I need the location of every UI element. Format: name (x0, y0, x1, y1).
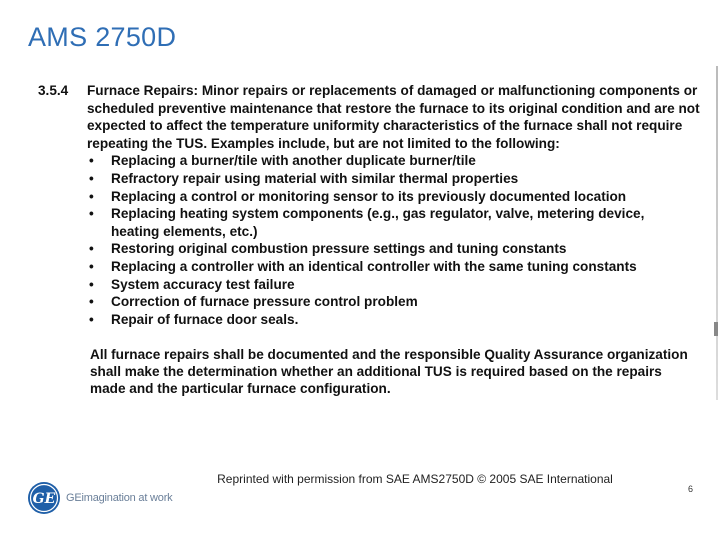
page-number: 6 (688, 484, 694, 494)
bullet-icon: • (89, 153, 94, 169)
logo-text: GE (32, 491, 56, 507)
examples-list (87, 152, 707, 328)
bullet-icon: • (89, 206, 94, 222)
list-item: • Replacing a controller with an identical controller with the same tuning constants (89, 258, 637, 274)
list-item: • Restoring original combustion pressure settings and tuning constants (89, 241, 567, 257)
bullet-icon: • (89, 276, 94, 292)
list-item: • Refractory repair using material with similar thermal properties (89, 170, 519, 186)
reprint-notice: Reprinted with permission from SAE AMS2750D © 2005 SAE International (217, 472, 613, 486)
closing-line: shall make the determination whether an additional TUS is required based on the repairs (90, 364, 662, 379)
list-item: • Repair of furnace door seals. (89, 311, 299, 327)
bullet-icon: • (89, 241, 94, 257)
network-label: GEimagination at work (66, 492, 173, 504)
paragraph-line: expected to affect the temperature uniformity characteristics of the furnace shall not require (87, 118, 683, 134)
closing-paragraph (90, 346, 702, 397)
bullet-icon: • (89, 311, 94, 327)
list-item: • Replacing a control or monitoring sensor to its previously documented location (89, 188, 627, 204)
section-number: 3.5.4 (38, 83, 69, 98)
list-item: • Correction of furnace pressure control problem (89, 294, 418, 310)
bullet-icon: • (89, 258, 94, 274)
paragraph-line: repeating the TUS. Examples include, but are not limited to the following: (87, 135, 560, 151)
paragraph-line: Furnace Repairs: Minor repairs or replacements of damaged or malfunctioning components or (87, 83, 698, 98)
closing-line: made and the particular furnace configuration. (90, 381, 391, 396)
ge-logo-icon (27, 481, 61, 515)
paragraph-line: scheduled preventive maintenance that restore the furnace to its original condition and are not (87, 100, 700, 116)
bullet-icon: • (89, 188, 94, 204)
closing-line: All furnace repairs shall be documented and the responsible Quality Assurance organization (90, 347, 688, 362)
bullet-icon: • (89, 294, 94, 310)
excerpt-edge (716, 66, 718, 400)
document-excerpt (32, 66, 718, 400)
list-item: • Replacing a burner/tile with another duplicate burner/tile (89, 153, 476, 169)
section-paragraph (87, 82, 707, 152)
bullet-icon: • (89, 170, 94, 186)
slide-title: AMS 2750D (28, 22, 177, 52)
list-item: • System accuracy test failure (89, 276, 295, 292)
list-item: • Replacing heating system components (e.g., gas regulator, valve, metering device, heating elements, etc.) (89, 206, 645, 239)
section-body (87, 82, 707, 328)
